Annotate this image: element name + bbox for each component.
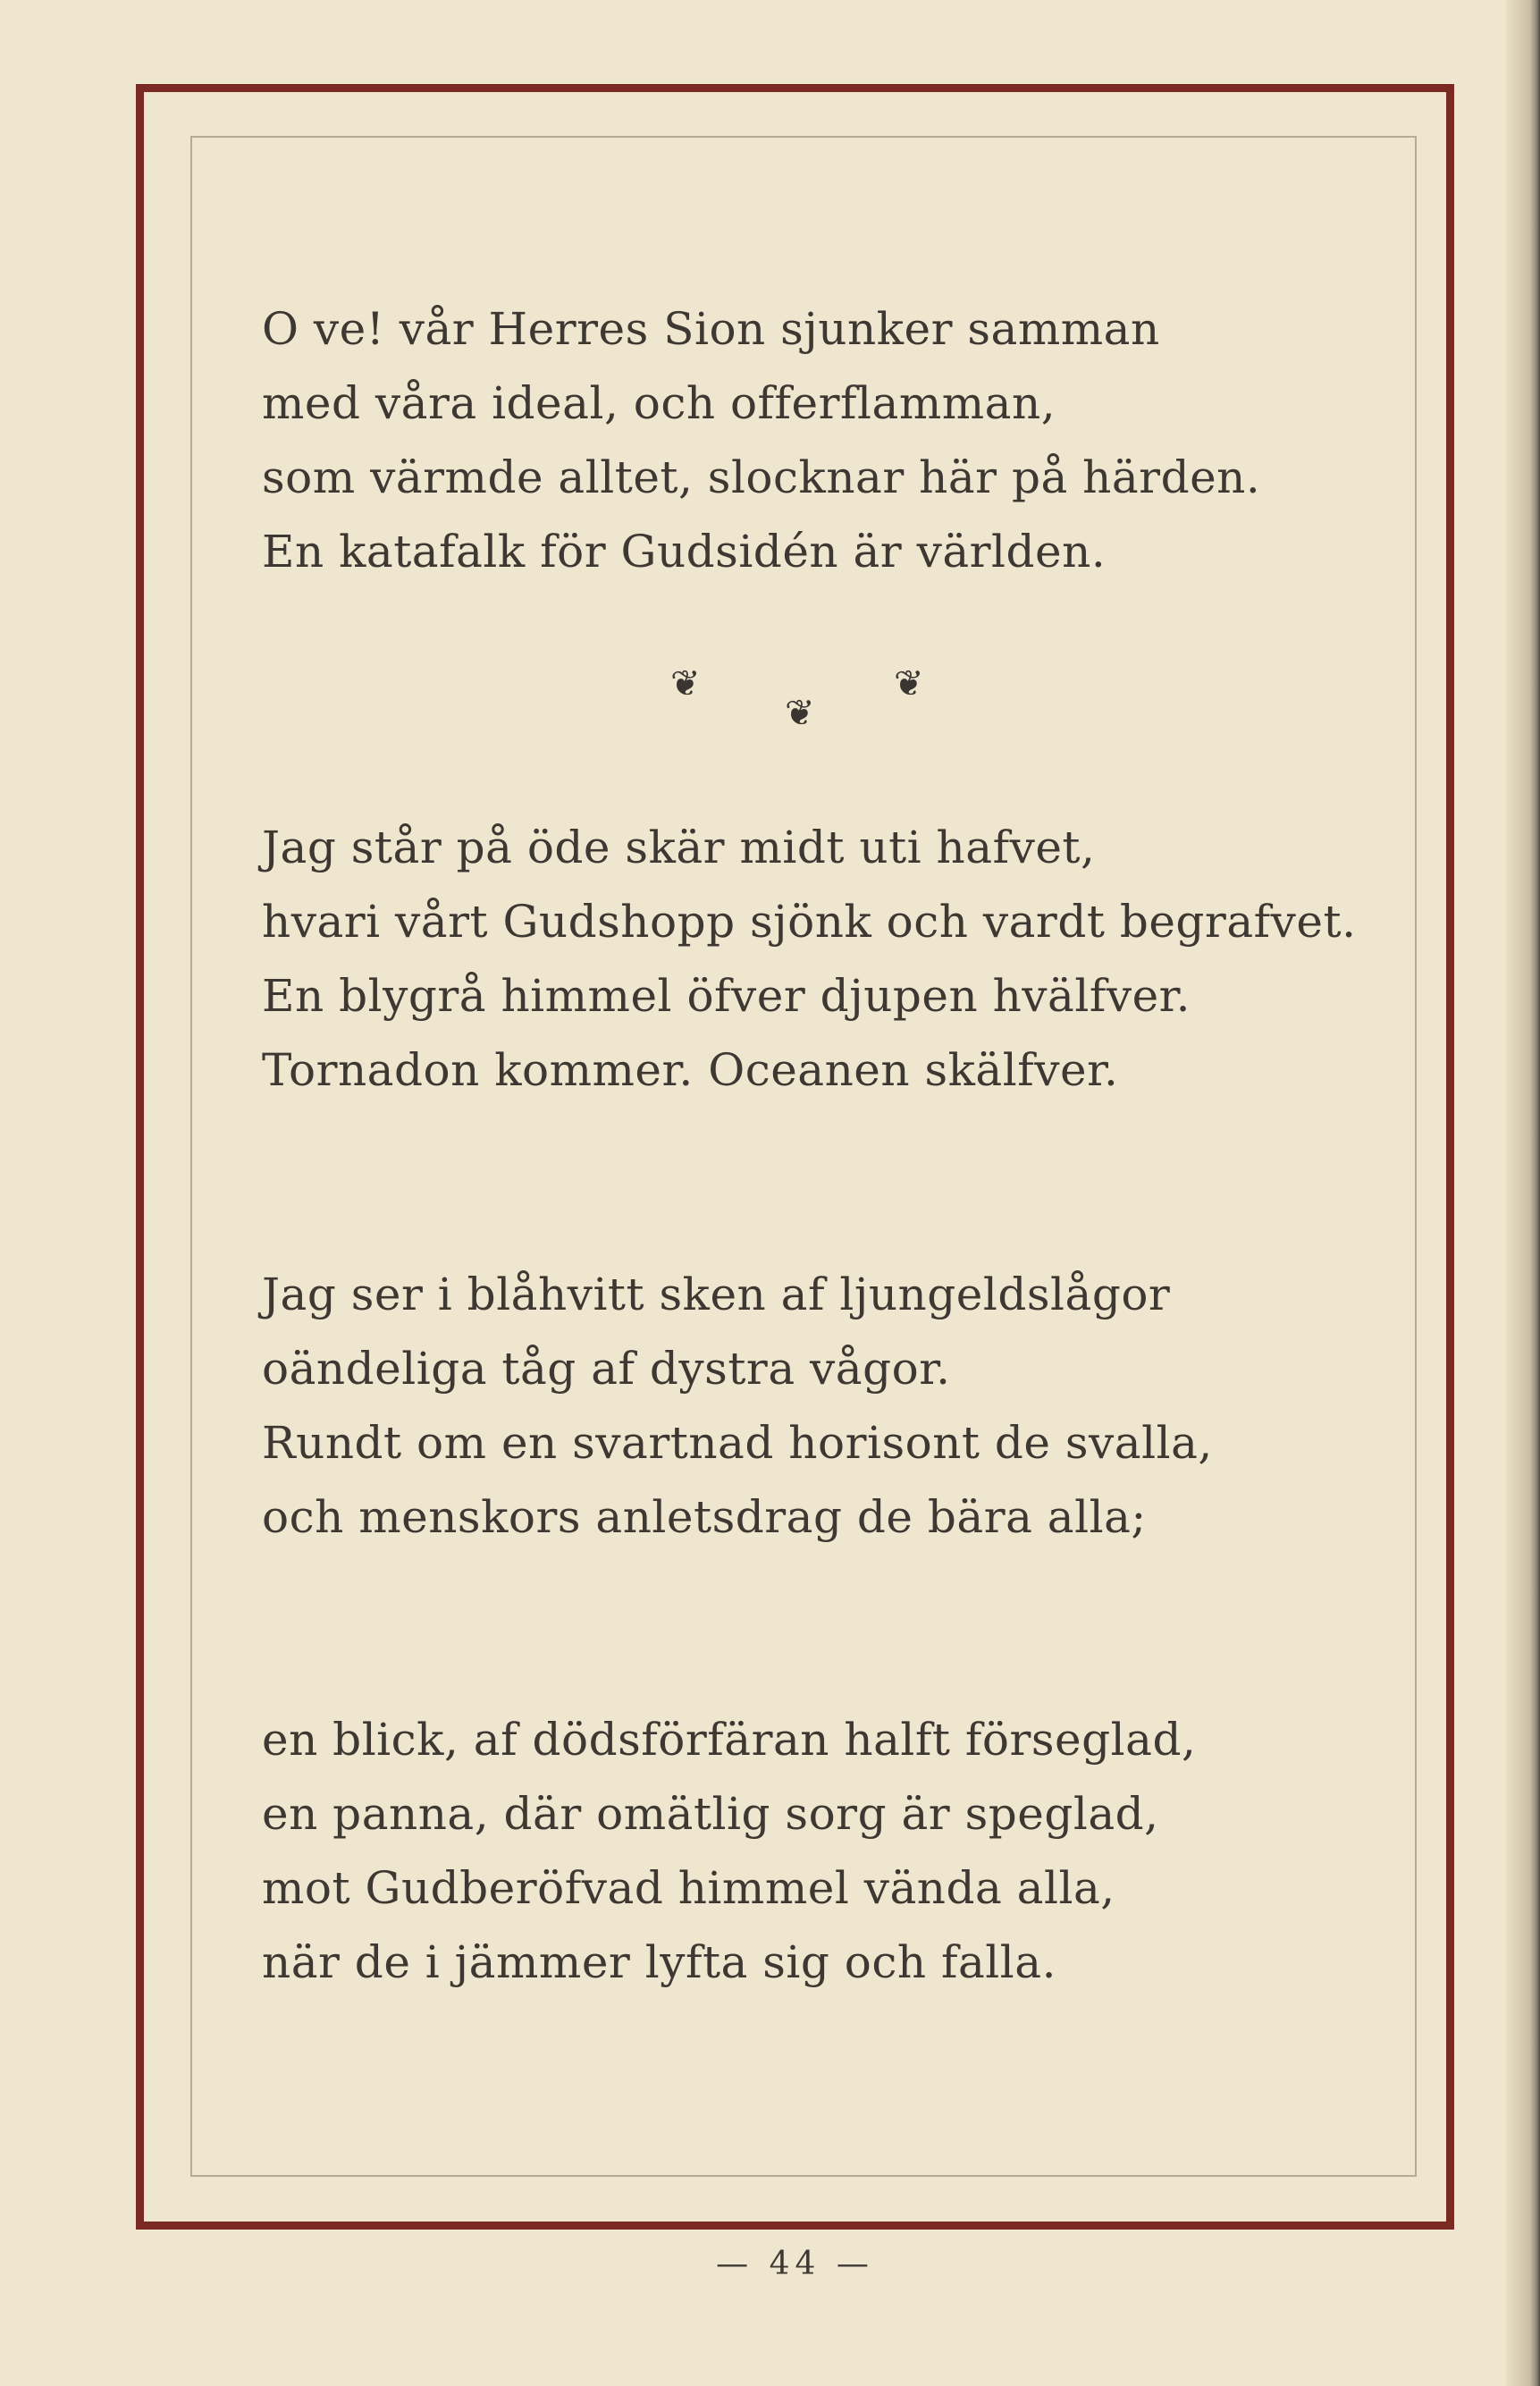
page-edge-shadow (1506, 0, 1540, 2386)
poem-line: Jag ser i blåhvitt sken af ljungeldslågor (262, 1269, 1171, 1320)
poem-line: oändeliga tåg af dystra vågor. (262, 1343, 951, 1395)
stanza-1 (262, 292, 1260, 589)
poem-line: och menskors anletsdrag de bära alla; (262, 1491, 1147, 1543)
poem-line: som värmde alltet, slocknar här på härden. (262, 451, 1261, 503)
poem-line: En blygrå himmel öfver djupen hvälfver. (262, 970, 1191, 1022)
poem-line: en panna, där omätlig sorg är speglad, (262, 1788, 1159, 1840)
poem-line: Rundt om en svartnad horisont de svalla, (262, 1417, 1213, 1469)
stanza-2 (262, 811, 1356, 1108)
poem-line: mot Gudberöfvad himmel vända alla, (262, 1862, 1115, 1914)
floral-asterism-icon: ❦ (894, 663, 924, 704)
floral-asterism-icon: ❦ (785, 693, 815, 734)
stanza-3 (262, 1258, 1213, 1555)
floral-asterism-icon: ❦ (670, 663, 701, 704)
poem-line: O ve! vår Herres Sion sjunker samman (262, 303, 1160, 355)
poem-line: en blick, af dödsförfäran halft förseglad, (262, 1714, 1197, 1766)
stanza-4 (262, 1703, 1196, 2000)
poem-line: hvari vårt Gudshopp sjönk och vardt begrafvet. (262, 896, 1357, 948)
poem-line: Tornadon kommer. Oceanen skälfver. (262, 1044, 1119, 1096)
poem-line: Jag står på öde skär midt uti hafvet, (262, 822, 1096, 873)
poem-line: En katafalk för Gudsidén är världen. (262, 526, 1107, 578)
poem-line: när de i jämmer lyfta sig och falla. (262, 1936, 1056, 1988)
poem-line: med våra ideal, och offerflamman, (262, 377, 1056, 429)
page-number: — 44 — (716, 2246, 874, 2282)
